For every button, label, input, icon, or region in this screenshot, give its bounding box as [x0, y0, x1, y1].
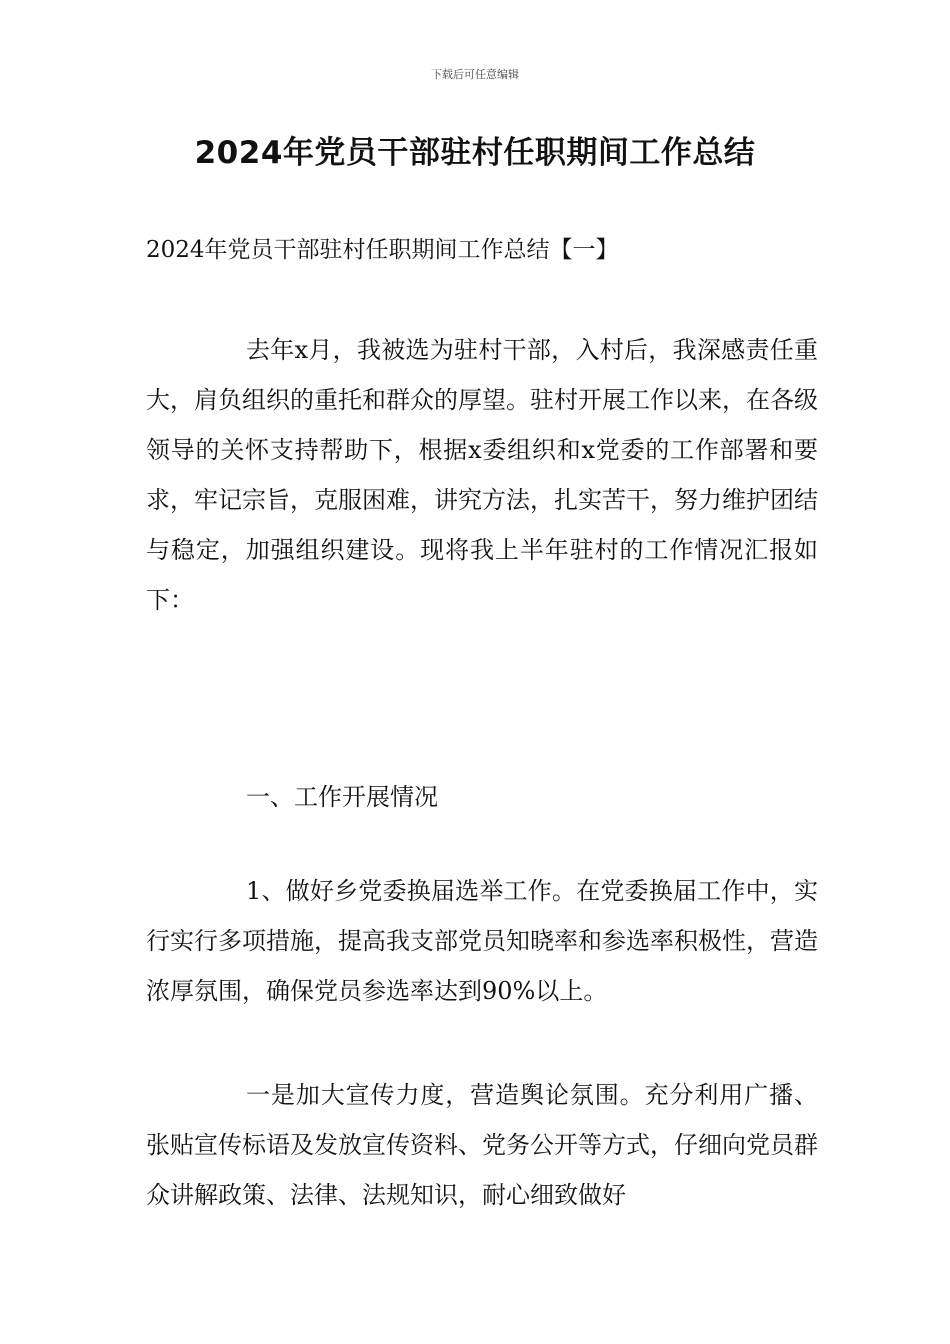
page-header: 下载后可任意编辑: [431, 68, 519, 81]
section-heading: 一、工作开展情况: [246, 783, 438, 811]
item-paragraph: 1、做好乡党委换届选举工作。在党委换届工作中，实行实行多项措施，提高我支部党员知晓率和参选率积极性，营造浓厚氛围，确保党员参选率达到90%以上。: [146, 877, 818, 1005]
detail-paragraph: 一是加大宣传力度，营造舆论氛围。充分利用广播、张贴宣传标语及发放宣传资料、党务公开等方式，仔细向党员群众讲解政策、法律、法规知识，耐心细致做好: [146, 1081, 818, 1209]
intro-paragraph: 去年x月，我被选为驻村干部，入村后，我深感责任重大，肩负组织的重托和群众的厚望。驻村开展工作以来，在各级领导的关怀支持帮助下，根据x委组织和x党委的工作部署和要求，牢记宗旨，克服困难，讲究方法，扎实苦干，努力维护团结与稳定，加强组织建设。现将我上半年驻村的工作情况汇报如下：: [146, 336, 818, 614]
section-subtitle: 2024年党员干部驻村任职期间工作总结【一】: [146, 237, 619, 263]
document-title: 2024年党员干部驻村任职期间工作总结: [194, 135, 756, 171]
